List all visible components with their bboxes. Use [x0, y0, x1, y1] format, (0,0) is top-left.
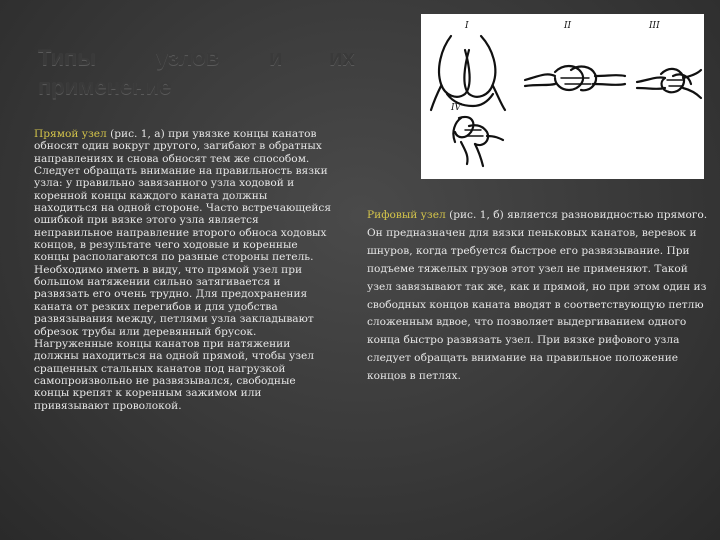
reef-knot-paragraph: [367, 207, 711, 386]
reef-knot-term: Рифовый узел: [367, 209, 446, 221]
figure-label-iv: IV: [451, 103, 462, 113]
knots-illustration: [421, 14, 704, 179]
straight-knot-term: Прямой узел: [34, 128, 107, 140]
knot-ii-drawing: [525, 66, 625, 90]
reef-knot-text: (рис. 1, б) является разновидностью прямого. Он предназначен для вязки пеньковых канатов, веревок и шнуров, когда требуется быстрое его развязывание. При подъеме тяжелых грузов этот узел не применяют. Такой узел завязывают так же, как и прямой, но при этом один из свободных концов каната вводят в соответствующую петлю сложенным вдвое, что позволяет выдергиванием одного конца быстро развязать узел. При вязке рифового узла следует обращать внимание на правильное положение концов в петлях.: [367, 209, 708, 383]
straight-knot-paragraph: [34, 128, 334, 412]
title-word-2: узлов: [156, 45, 220, 70]
knots-figure: [421, 14, 704, 179]
title-line-2: применение: [38, 74, 172, 99]
straight-knot-text: (рис. 1, а) при увязке концы канатов обносят один вокруг другого, загибают в обратных направлениях и снова обносят тем же способом. Следует обращать внимание на правильность вязки узла: у правильно завязанного узла ходовой и коренной концы каждого каната должны находиться на одной стороне. Часто встречающейся ошибкой при вязке этого узла является неправильное направление второго обноса ходовых концов, в результате чего ходовые и коренные концы располагаются по разные стороны петель. Необходимо иметь в виду, что прямой узел при большом натяжении сильно затягивается и развязать его очень трудно. Для предохранения каната от резких перегибов и для удобства развязывания между, петлями узла закладывают обрезок трубы или деревянный брусок. Нагруженные концы канатов при натяжении должны находиться на одной прямой, чтобы узел сращенных стальных канатов под нагрузкой самопроизвольно не развязывался, свободные концы крепят к коренным зажимом или привязывают проволокой.: [34, 128, 332, 412]
figure-label-iii: III: [649, 21, 660, 31]
knot-iii-drawing: [637, 69, 701, 98]
figure-label-ii: II: [564, 21, 572, 31]
title-word-3: и: [269, 45, 283, 70]
knot-iv-drawing: [453, 117, 503, 166]
title-word-1: Типы: [38, 45, 97, 70]
knot-i-drawing: [431, 36, 505, 110]
figure-label-i: I: [465, 21, 469, 31]
title-word-4: их: [329, 45, 355, 70]
